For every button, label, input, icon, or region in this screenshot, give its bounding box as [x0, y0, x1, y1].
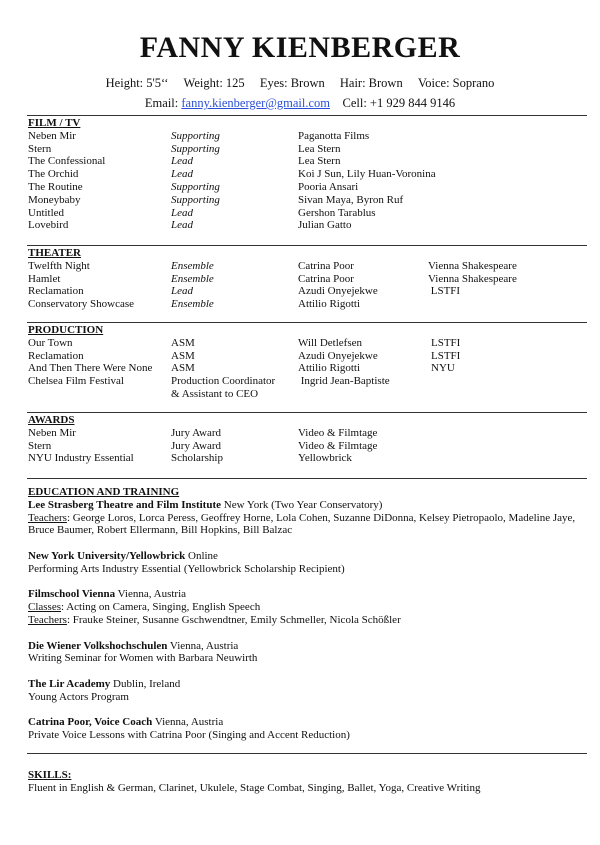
award-row: [28, 452, 588, 465]
credit-row: [28, 260, 588, 273]
classes-list: : Acting on Camera, Singing, English Speech: [61, 601, 261, 614]
credit-director: Catrina Poor: [298, 272, 354, 285]
section-awards: [28, 414, 588, 465]
credit-role: [171, 375, 275, 401]
credit-title: Reclamation: [28, 349, 84, 362]
credit-company: Vienna Shakespeare: [428, 272, 517, 285]
credit-role: Supporting: [171, 129, 220, 142]
credit-director: Gershon Tarablus: [298, 206, 376, 219]
credit-row: [28, 362, 588, 375]
credit-title: Stern: [28, 142, 52, 155]
section-title: SKILLS:: [28, 769, 72, 781]
credit-row: [28, 298, 588, 311]
stat-voice: Voice: Soprano: [417, 76, 495, 90]
teachers-label: Teachers: [28, 511, 67, 524]
school-name: Lee Strasberg Theatre and Film Institute: [28, 498, 221, 511]
credit-role: Lead: [171, 155, 193, 168]
credit-row: [28, 350, 588, 363]
school-detail: Online: [185, 549, 218, 562]
credit-row: [28, 194, 588, 207]
credit-row: [28, 375, 588, 401]
teachers-label: Teachers: [28, 613, 67, 626]
credit-company: LSTFI: [431, 336, 461, 349]
program-text: Performing Arts Industry Essential (Yellowbrick Scholarship Recipient): [28, 562, 345, 575]
credit-director: Azudi Onyejekwe: [298, 285, 378, 298]
stat-weight: Weight: 125: [183, 76, 245, 90]
credit-title: The Routine: [28, 180, 83, 193]
credit-director: Attilio Rigotti: [298, 362, 361, 375]
credit-title: Hamlet: [28, 272, 61, 285]
credit-title: Chelsea Film Festival: [28, 375, 124, 388]
credit-role: Ensemble: [171, 272, 214, 285]
section-title: FILM / TV: [28, 117, 81, 129]
credit-title: Neben Mir: [28, 129, 76, 142]
school-detail: New York (Two Year Conservatory): [221, 498, 383, 511]
school-name: Filmschool Vienna: [28, 588, 116, 601]
cell-phone: Cell: +1 929 844 9146: [342, 96, 456, 110]
credit-row: [28, 130, 588, 143]
stat-hair: Hair: Brown: [339, 76, 403, 90]
credit-director: Koi J Sun, Lily Huan-Voronina: [298, 168, 436, 181]
school-filmschool-vienna: [28, 588, 590, 626]
credit-row: [28, 273, 588, 286]
credit-director: Lea Stern: [298, 155, 341, 168]
section-skills: [28, 769, 588, 795]
credit-director: Attilio Rigotti: [298, 298, 361, 311]
credit-row: [28, 168, 588, 181]
credit-role: ASM: [171, 349, 195, 362]
credit-director: Ingrid Jean-Baptiste: [298, 375, 390, 388]
credit-director: Azudi Onyejekwe: [298, 349, 378, 362]
section-production: [28, 324, 588, 401]
stat-eyes: Eyes: Brown: [259, 76, 325, 90]
credit-director: Catrina Poor: [298, 259, 354, 272]
section-education: [28, 486, 590, 742]
credit-director: Will Detlefsen: [298, 336, 363, 349]
credit-role: Lead: [171, 219, 193, 232]
award-row: [28, 427, 588, 440]
program-text: Private Voice Lessons with Catrina Poor (Singing and Accent Reduction): [28, 729, 350, 742]
award-org: Video & Filmtage: [298, 426, 378, 439]
divider: [27, 115, 587, 116]
credit-director: Pooria Ansari: [298, 180, 359, 193]
credit-title: Moneybaby: [28, 193, 81, 206]
credit-director: Julian Gatto: [298, 219, 352, 232]
school-wiener-vhs: [28, 640, 590, 666]
credit-row: [28, 337, 588, 350]
contact-line: [0, 96, 600, 110]
email-link[interactable]: fanny.kienberger@gmail.com: [181, 96, 330, 110]
section-film-tv: [28, 117, 588, 232]
credit-row: [28, 181, 588, 194]
section-title: EDUCATION AND TRAINING: [28, 486, 180, 498]
credit-row: [28, 207, 588, 220]
school-lir-academy: [28, 678, 590, 704]
school-catrina-poor: [28, 716, 590, 742]
credit-row: [28, 155, 588, 168]
award-name: Scholarship: [171, 452, 223, 465]
credit-company: LSTFI: [428, 285, 461, 298]
credit-role-line2: & Assistant to CEO: [171, 387, 259, 400]
school-detail: Dublin, Ireland: [110, 677, 181, 690]
divider: [27, 753, 587, 754]
credit-role: Lead: [171, 168, 193, 181]
credit-row: [28, 285, 588, 298]
section-title: THEATER: [28, 247, 81, 259]
award-title: NYU Industry Essential: [28, 452, 134, 465]
credit-role-line1: Production Coordinator: [171, 375, 276, 388]
school-detail: Vienna, Austria: [152, 716, 224, 729]
section-theater: [28, 247, 588, 311]
credit-role: ASM: [171, 336, 195, 349]
credit-role: Supporting: [171, 180, 220, 193]
credit-role: Ensemble: [171, 298, 214, 311]
school-nyu: [28, 550, 590, 576]
credit-role: Supporting: [171, 193, 220, 206]
classes-label: Classes: [28, 601, 61, 614]
program-text: Young Actors Program: [28, 690, 129, 703]
divider: [27, 478, 587, 479]
skills-text: Fluent in English & German, Clarinet, Ukulele, Stage Combat, Singing, Ballet, Yoga, Creative Writing: [28, 781, 481, 794]
school-name: Die Wiener Volkshochschulen: [28, 639, 168, 652]
credit-title: Reclamation: [28, 285, 84, 298]
credit-role: Supporting: [171, 142, 220, 155]
credit-company: NYU: [431, 362, 455, 375]
divider: [27, 412, 587, 413]
program-text: Writing Seminar for Women with Barbara Neuwirth: [28, 652, 258, 665]
credit-row: [28, 143, 588, 156]
credit-director: Paganotta Films: [298, 129, 370, 142]
award-row: [28, 440, 588, 453]
school-name: Catrina Poor, Voice Coach: [28, 716, 153, 729]
credit-director: Lea Stern: [298, 142, 341, 155]
page-title: FANNY KIENBERGER: [139, 31, 461, 64]
teachers-list: : Frauke Steiner, Susanne Gschwendtner, Emily Schmeller, Nicola Schößler: [66, 613, 401, 626]
award-title: Neben Mir: [28, 426, 76, 439]
credit-title: Our Town: [28, 336, 73, 349]
credit-role: Ensemble: [171, 259, 214, 272]
credit-title: Untitled: [28, 206, 65, 219]
award-title: Stern: [28, 439, 52, 452]
school-detail: Vienna, Austria: [115, 588, 187, 601]
credit-role: ASM: [171, 362, 195, 375]
divider: [27, 245, 587, 246]
school-name: New York University/Yellowbrick: [28, 549, 186, 562]
section-title: AWARDS: [28, 414, 75, 426]
award-name: Jury Award: [171, 439, 222, 452]
award-name: Jury Award: [171, 426, 222, 439]
credit-title: Conservatory Showcase: [28, 298, 135, 311]
school-name: The Lir Academy: [28, 677, 111, 690]
school-detail: Vienna, Austria: [167, 639, 239, 652]
teachers-list: : George Loros, Lorca Peress, Geoffrey Horne, Lola Cohen, Suzanne DiDonna, Kelsey Pietropaolo, Madeline Jaye, Bruce Baumer, Robert Ellermann, Bill Hopkins, Bill Balzac: [28, 511, 576, 537]
credit-role: Lead: [171, 206, 193, 219]
credit-title: Twelfth Night: [28, 259, 90, 272]
credit-row: [28, 219, 588, 232]
school-lee-strasberg: [28, 499, 590, 537]
credit-role: Lead: [171, 285, 193, 298]
stat-height: Height: 5'5‘‘: [105, 76, 169, 90]
credit-director: Sivan Maya, Byron Ruf: [298, 193, 404, 206]
email-label: Email:: [144, 96, 179, 110]
credit-title: The Confessional: [28, 155, 106, 168]
credit-company: LSTFI: [431, 349, 461, 362]
credit-title: The Orchid: [28, 168, 79, 181]
section-title: PRODUCTION: [28, 324, 104, 336]
credit-title: And Then There Were None: [28, 362, 153, 375]
divider: [27, 322, 587, 323]
credit-title: Lovebird: [28, 219, 69, 232]
award-org: Yellowbrick: [298, 452, 352, 465]
award-org: Video & Filmtage: [298, 439, 378, 452]
physical-stats: [0, 76, 600, 90]
credit-company: Vienna Shakespeare: [428, 259, 517, 272]
